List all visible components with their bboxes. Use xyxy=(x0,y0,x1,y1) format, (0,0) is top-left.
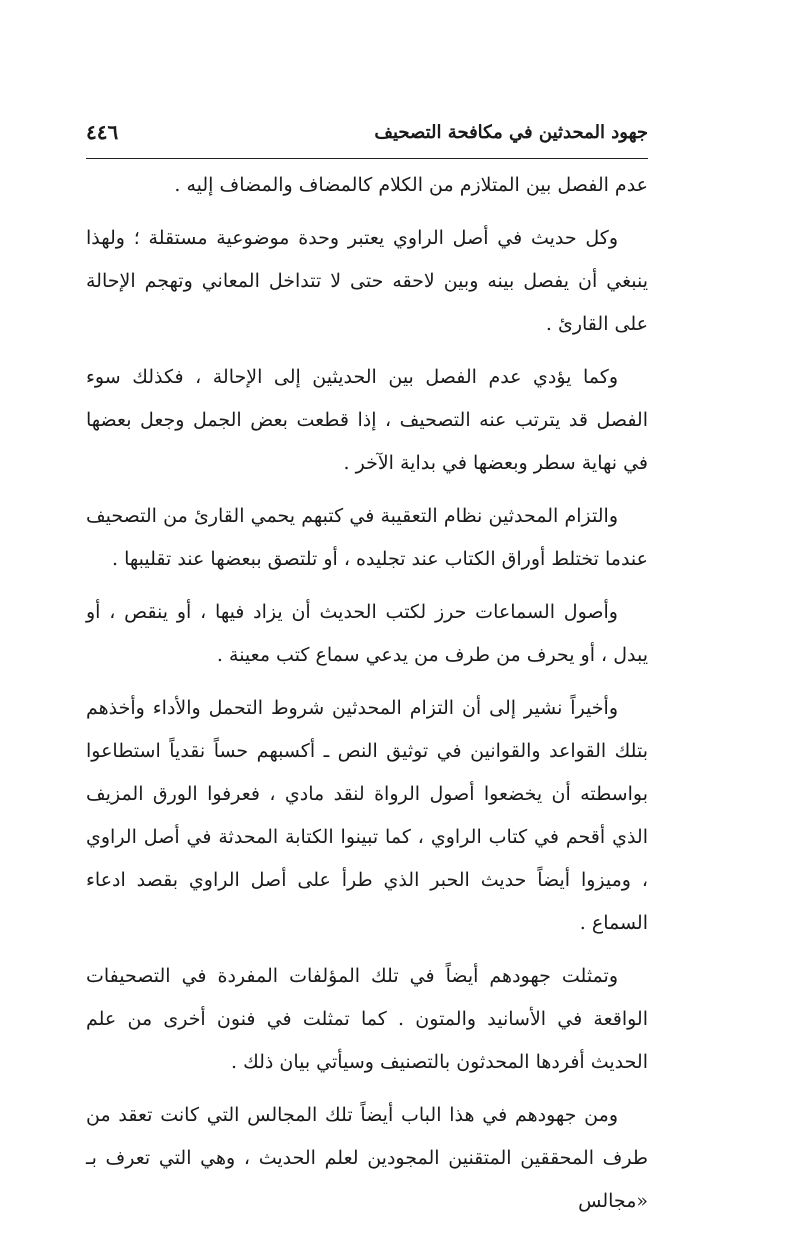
paragraph: وكما يؤدي عدم الفصل بين الحديثين إلى الإحالة ، فكذلك سوء الفصل قد يترتب عنه التصحيف ، إذا قطعت بعض الجمل وجعل بعضها في نهاية سطر وبعضها في بداية الآخر . xyxy=(86,366,648,474)
page-number: ٤٤٦ xyxy=(86,120,119,144)
paragraph: والتزام المحدثين نظام التعقيبة في كتبهم يحمي القارئ من التصحيف عندما تختلط أوراق الكتاب عند تجليده ، أو تلتصق ببعضها عند تقليبها . xyxy=(86,505,648,570)
header-rule xyxy=(86,158,648,159)
paragraph: وتمثلت جهودهم أيضاً في تلك المؤلفات المفردة في التصحيفات الواقعة في الأسانيد والمتون . كما تمثلت في فنون أخرى من علم الحديث أفردها المحدثون بالتصنيف وسيأتي بيان ذلك . xyxy=(86,965,648,1073)
paragraph-continuation: عدم الفصل بين المتلازم من الكلام كالمضاف والمضاف إليه . xyxy=(174,174,648,196)
header-title: جهود المحدثين في مكافحة التصحيف xyxy=(374,122,648,143)
running-header xyxy=(86,118,648,154)
paragraph: وأصول السماعات حرز لكتب الحديث أن يزاد فيها ، أو ينقص ، أو يبدل ، أو يحرف من طرف من يدعي سماع كتب معينة . xyxy=(86,601,648,666)
paragraph: وكل حديث في أصل الراوي يعتبر وحدة موضوعية مستقلة ؛ ولهذا ينبغي أن يفصل بينه وبين لاحقه حتى لا تتداخل المعاني وتهجم الإحالة على القارئ . xyxy=(86,227,648,335)
body-text xyxy=(86,164,648,1233)
paragraph: ومن جهودهم في هذا الباب أيضاً تلك المجالس التي كانت تعقد من طرف المحققين المتقنين المجودين لعلم الحديث ، وهي التي تعرف بـ «مجالس xyxy=(86,1104,648,1212)
paragraph: وأخيراً نشير إلى أن التزام المحدثين شروط التحمل والأداء وأخذهم بتلك القواعد والقوانين في توثيق النص ـ أكسبهم حساً نقدياً استطاعوا بواسطته أن يخضعوا أصول الرواة لنقد مادي ، فعرفوا الورق المزيف الذي أقحم في كتاب الراوي ، كما تبينوا الكتابة المحدثة في أصل الراوي ، وميزوا أيضاً حديث الحبر الذي طرأ على أصل الراوي بقصد ادعاء السماع . xyxy=(86,697,648,934)
